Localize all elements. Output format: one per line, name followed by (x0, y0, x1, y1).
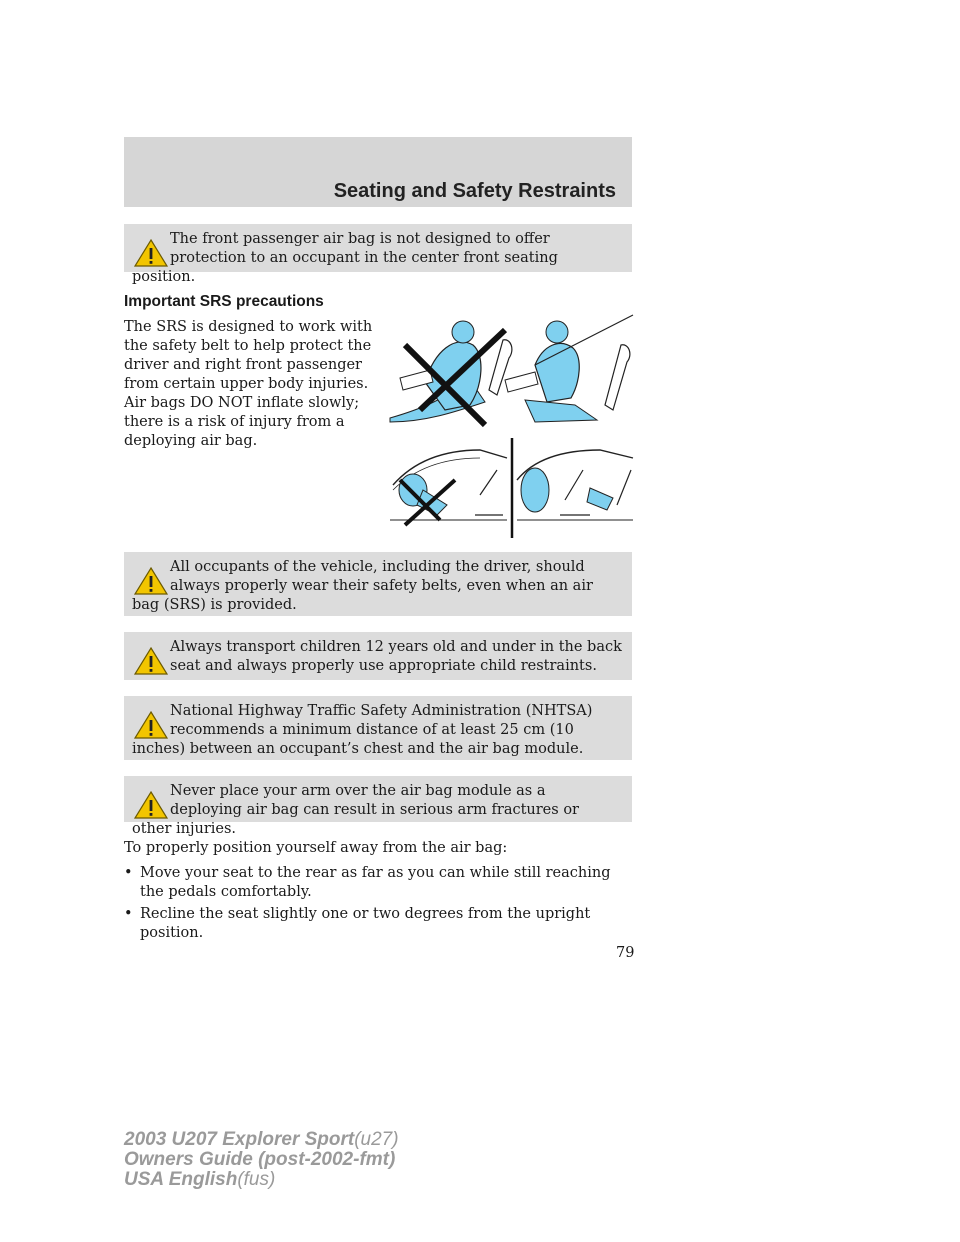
warning-box-children (124, 632, 632, 680)
warning-box-center-seat (124, 224, 632, 285)
warning-text: Always transport children 12 years old and under in the back seat and always properly use appropriate child restraints. (170, 639, 622, 674)
footer-model-code: (u27) (354, 1129, 399, 1150)
footer-line-3 (124, 1170, 399, 1190)
warning-box-safety-belts (124, 552, 632, 616)
warning-icon (132, 646, 170, 676)
warning-text: All occupants of the vehicle, including the driver, should always properly wear their safety belts, even when an air bag (SRS) is provided. (132, 559, 593, 613)
occupant-proper-position-figure (505, 315, 633, 422)
warning-text: The front passenger air bag is not designed to offer protection to an occupant in the center front seating position. (132, 231, 558, 285)
bullet-item (124, 864, 632, 902)
section-header-bar (124, 137, 632, 207)
position-intro-text: To properly position yourself away from the air bag: (124, 840, 508, 856)
warning-box-arm-placement (124, 776, 632, 837)
section-title: Seating and Safety Restraints (333, 180, 616, 202)
document-footer (124, 1130, 399, 1190)
footer-model: 2003 U207 Explorer Sport (124, 1129, 355, 1150)
footer-line-1 (124, 1130, 399, 1150)
car-child-rear-seat-figure (517, 450, 633, 520)
warning-icon (132, 238, 170, 268)
occupant-too-close-figure (390, 321, 512, 425)
footer-line-2 (124, 1150, 399, 1170)
warning-box-nhtsa-distance (124, 696, 632, 760)
bullet-item (124, 905, 632, 943)
warning-icon (132, 790, 170, 820)
section-heading: Important SRS precautions (124, 293, 324, 310)
bullet-text: Recline the seat slightly one or two degrees from the upright position. (140, 906, 591, 941)
bullet-mark: • (124, 906, 133, 922)
warning-text: Never place your arm over the air bag module as a deploying air bag can result in serious arm fractures or other injuries. (132, 783, 579, 837)
footer-language-code: (fus) (237, 1169, 276, 1190)
srs-intro-paragraph: The SRS is designed to work with the safety belt to help protect the driver and right front passenger from certain upper body injuries. Air bags DO NOT inflate slowly; there is a risk of injury from a deploying air bag. (124, 319, 373, 449)
bullet-text: Move your seat to the rear as far as you can while still reaching the pedals comfortably. (140, 865, 611, 900)
warning-icon (132, 710, 170, 740)
airbag-position-illustration (385, 310, 635, 540)
warning-text: National Highway Traffic Safety Administration (NHTSA) recommends a minimum distance of at least 25 cm (10 inches) between an occupant’s chest and the air bag module. (132, 703, 593, 757)
car-child-too-close-figure (390, 450, 507, 525)
footer-guide: Owners Guide (post-2002-fmt) (124, 1149, 396, 1170)
bullet-mark: • (124, 865, 133, 881)
footer-language: USA English (124, 1169, 238, 1190)
page-number: 79 (616, 945, 635, 961)
warning-icon (132, 566, 170, 596)
